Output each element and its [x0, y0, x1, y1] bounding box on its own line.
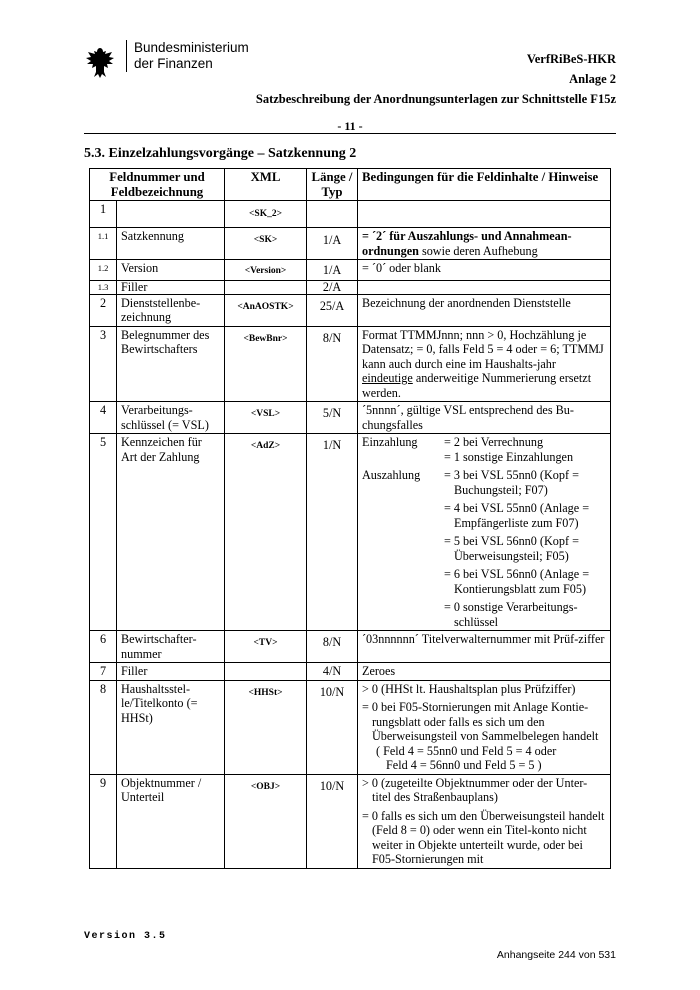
- length-type: [307, 201, 358, 228]
- payment-option: = 2 bei Verrechnung: [444, 435, 544, 449]
- length-type: 10/N: [307, 774, 358, 868]
- length-type: 4/N: [307, 663, 358, 681]
- header-length-type: Länge / Typ: [307, 169, 358, 201]
- header-divider: [84, 133, 616, 134]
- condition: Zeroes: [358, 663, 611, 681]
- xml-tag: <AnAOSTK>: [225, 294, 307, 326]
- payment-label: Einzahlung: [362, 435, 418, 449]
- field-number: 1.3: [90, 280, 117, 294]
- field-number: 1.1: [90, 228, 117, 260]
- version-label: Version 3.5: [84, 931, 167, 942]
- page-info: Anhangseite 244 von 531: [496, 949, 616, 961]
- table-row: [90, 774, 611, 868]
- table-header-row: [90, 169, 611, 201]
- table-row: [90, 201, 611, 228]
- length-type: 1/A: [307, 228, 358, 260]
- table-row: [90, 434, 611, 631]
- field-name: Dienststellenbe-zeichnung: [117, 294, 225, 326]
- xml-tag: <TV>: [225, 631, 307, 663]
- field-name: Objektnummer / Unterteil: [117, 774, 225, 868]
- payment-group: [362, 435, 606, 464]
- length-type: 25/A: [307, 294, 358, 326]
- table-row: [90, 326, 611, 402]
- xml-tag: <Version>: [225, 260, 307, 281]
- xml-tag: <VSL>: [225, 402, 307, 434]
- length-type: 1/N: [307, 434, 358, 631]
- table-row: [90, 280, 611, 294]
- field-number: 1.2: [90, 260, 117, 281]
- section-title: 5.3. Einzelzahlungsvorgänge – Satzkennung 2: [84, 146, 357, 161]
- xml-tag: <SK>: [225, 228, 307, 260]
- condition: [358, 774, 611, 868]
- condition-note: ( Feld 4 = 55nn0 und Feld 5 = 4 oder: [376, 743, 557, 758]
- payout-label: Auszahlung: [362, 468, 421, 482]
- field-name: Satzkennung: [117, 228, 225, 260]
- payout-option: = 6 bei VSL 56nn0 (Anlage = Kontierungsblatt zum F05): [444, 567, 590, 596]
- payout-option: = 0 sonstige Verarbeitungs-schlüssel: [444, 600, 578, 629]
- field-number: 2: [90, 294, 117, 326]
- condition: [358, 434, 611, 631]
- annex-label: Anlage 2: [569, 72, 616, 86]
- xml-tag: <AdZ>: [225, 434, 307, 631]
- field-number: 4: [90, 402, 117, 434]
- field-number: 8: [90, 680, 117, 774]
- condition: [358, 201, 611, 228]
- xml-tag: <OBJ>: [225, 774, 307, 868]
- federal-eagle-logo: [84, 46, 116, 80]
- xml-tag: <HHSt>: [225, 680, 307, 774]
- field-name: Kennzeichen für Art der Zahlung: [117, 434, 225, 631]
- table-row: [90, 631, 611, 663]
- field-table: [89, 168, 611, 869]
- length-type: 8/N: [307, 326, 358, 402]
- length-type: 10/N: [307, 680, 358, 774]
- field-number: 1: [90, 201, 117, 228]
- condition-item: = 0 falls es sich um den Überweisungsteil handelt (Feld 8 = 0) oder wenn ein Titel-konto nicht weiter in Objekte unterteilt wurde, oder bei F05-Stornierungen mit: [362, 808, 605, 866]
- table-row: [90, 402, 611, 434]
- condition: [358, 280, 611, 294]
- field-name: Verarbeitungs-schlüssel (= VSL): [117, 402, 225, 434]
- field-name: Bewirtschafter-nummer: [117, 631, 225, 663]
- field-number: 6: [90, 631, 117, 663]
- doc-code: VerfRiBeS-HKR: [526, 52, 616, 66]
- header-field: Feldnummer und Feldbezeichnung: [90, 169, 225, 201]
- length-type: 1/A: [307, 260, 358, 281]
- field-name: [117, 201, 225, 228]
- condition: [358, 680, 611, 774]
- condition: ´5nnnn´, gültige VSL entsprechend des Bu-chungsfalles: [358, 402, 611, 434]
- condition-item: > 0 (HHSt lt. Haushaltsplan plus Prüfziffer): [362, 681, 576, 696]
- page-number: - 11 -: [337, 119, 363, 133]
- xml-tag: [225, 280, 307, 294]
- condition: Bezeichnung der anordnenden Dienststelle: [358, 294, 611, 326]
- header-conditions: Bedingungen für die Feldinhalte / Hinweise: [358, 169, 611, 201]
- condition-item: > 0 (zugeteilte Objektnummer oder der Unter-titel des Straßenbauplans): [362, 775, 588, 804]
- xml-tag: <BewBnr>: [225, 326, 307, 402]
- length-type: 8/N: [307, 631, 358, 663]
- xml-tag: <SK_2>: [225, 201, 307, 228]
- table-row: [90, 294, 611, 326]
- field-name: Filler: [117, 280, 225, 294]
- ministry-name: Bundesministerium der Finanzen: [126, 40, 249, 72]
- table-row: [90, 680, 611, 774]
- table-row: [90, 260, 611, 281]
- field-name: Belegnummer des Bewirtschafters: [117, 326, 225, 402]
- payout-option: = 3 bei VSL 55nn0 (Kopf = Buchungsteil; F07): [444, 468, 579, 497]
- header-xml: XML: [225, 169, 307, 201]
- condition: ´03nnnnnn´ Titelverwalternummer mit Prüf-ziffer: [358, 631, 611, 663]
- condition-item: = 0 bei F05-Stornierungen mit Anlage Kontie-rungsblatt oder falls es sich um den Überweisungsteil von Sammelbelegen handelt: [362, 700, 599, 743]
- doc-subtitle: Satzbeschreibung der Anordnungsunterlagen zur Schnittstelle F15z: [255, 92, 616, 106]
- field-number: 5: [90, 434, 117, 631]
- condition-note: Feld 4 = 56nn0 und Feld 5 = 5 ): [386, 758, 542, 772]
- field-number: 3: [90, 326, 117, 402]
- payment-option: = 1 sonstige Einzahlungen: [444, 449, 574, 464]
- condition: = ´0´ oder blank: [358, 260, 611, 281]
- table-row: [90, 663, 611, 681]
- condition: = ´2´ für Auszahlungs- und Annahmean-ordnungen sowie deren Aufhebung: [358, 228, 611, 260]
- field-number: 9: [90, 774, 117, 868]
- payout-group: [362, 468, 606, 629]
- field-name: Version: [117, 260, 225, 281]
- condition: Format TTMMJnnn; nnn > 0, Hochzählung je Datensatz; = 0, falls Feld 5 = 4 oder = 6; TTMMJ kann auch durch eine im Haushalts-jahr eindeutige anderweitige Nummerierung ersetzt werden.: [358, 326, 611, 402]
- field-number: 7: [90, 663, 117, 681]
- length-type: 2/A: [307, 280, 358, 294]
- field-name: Haushaltsstel-le/Titelkonto (= HHSt): [117, 680, 225, 774]
- field-name: Filler: [117, 663, 225, 681]
- xml-tag: [225, 663, 307, 681]
- length-type: 5/N: [307, 402, 358, 434]
- payout-option: = 4 bei VSL 55nn0 (Anlage = Empfängerliste zum F07): [444, 501, 590, 530]
- table-row: [90, 228, 611, 260]
- payout-option: = 5 bei VSL 56nn0 (Kopf = Überweisungsteil; F05): [444, 534, 579, 563]
